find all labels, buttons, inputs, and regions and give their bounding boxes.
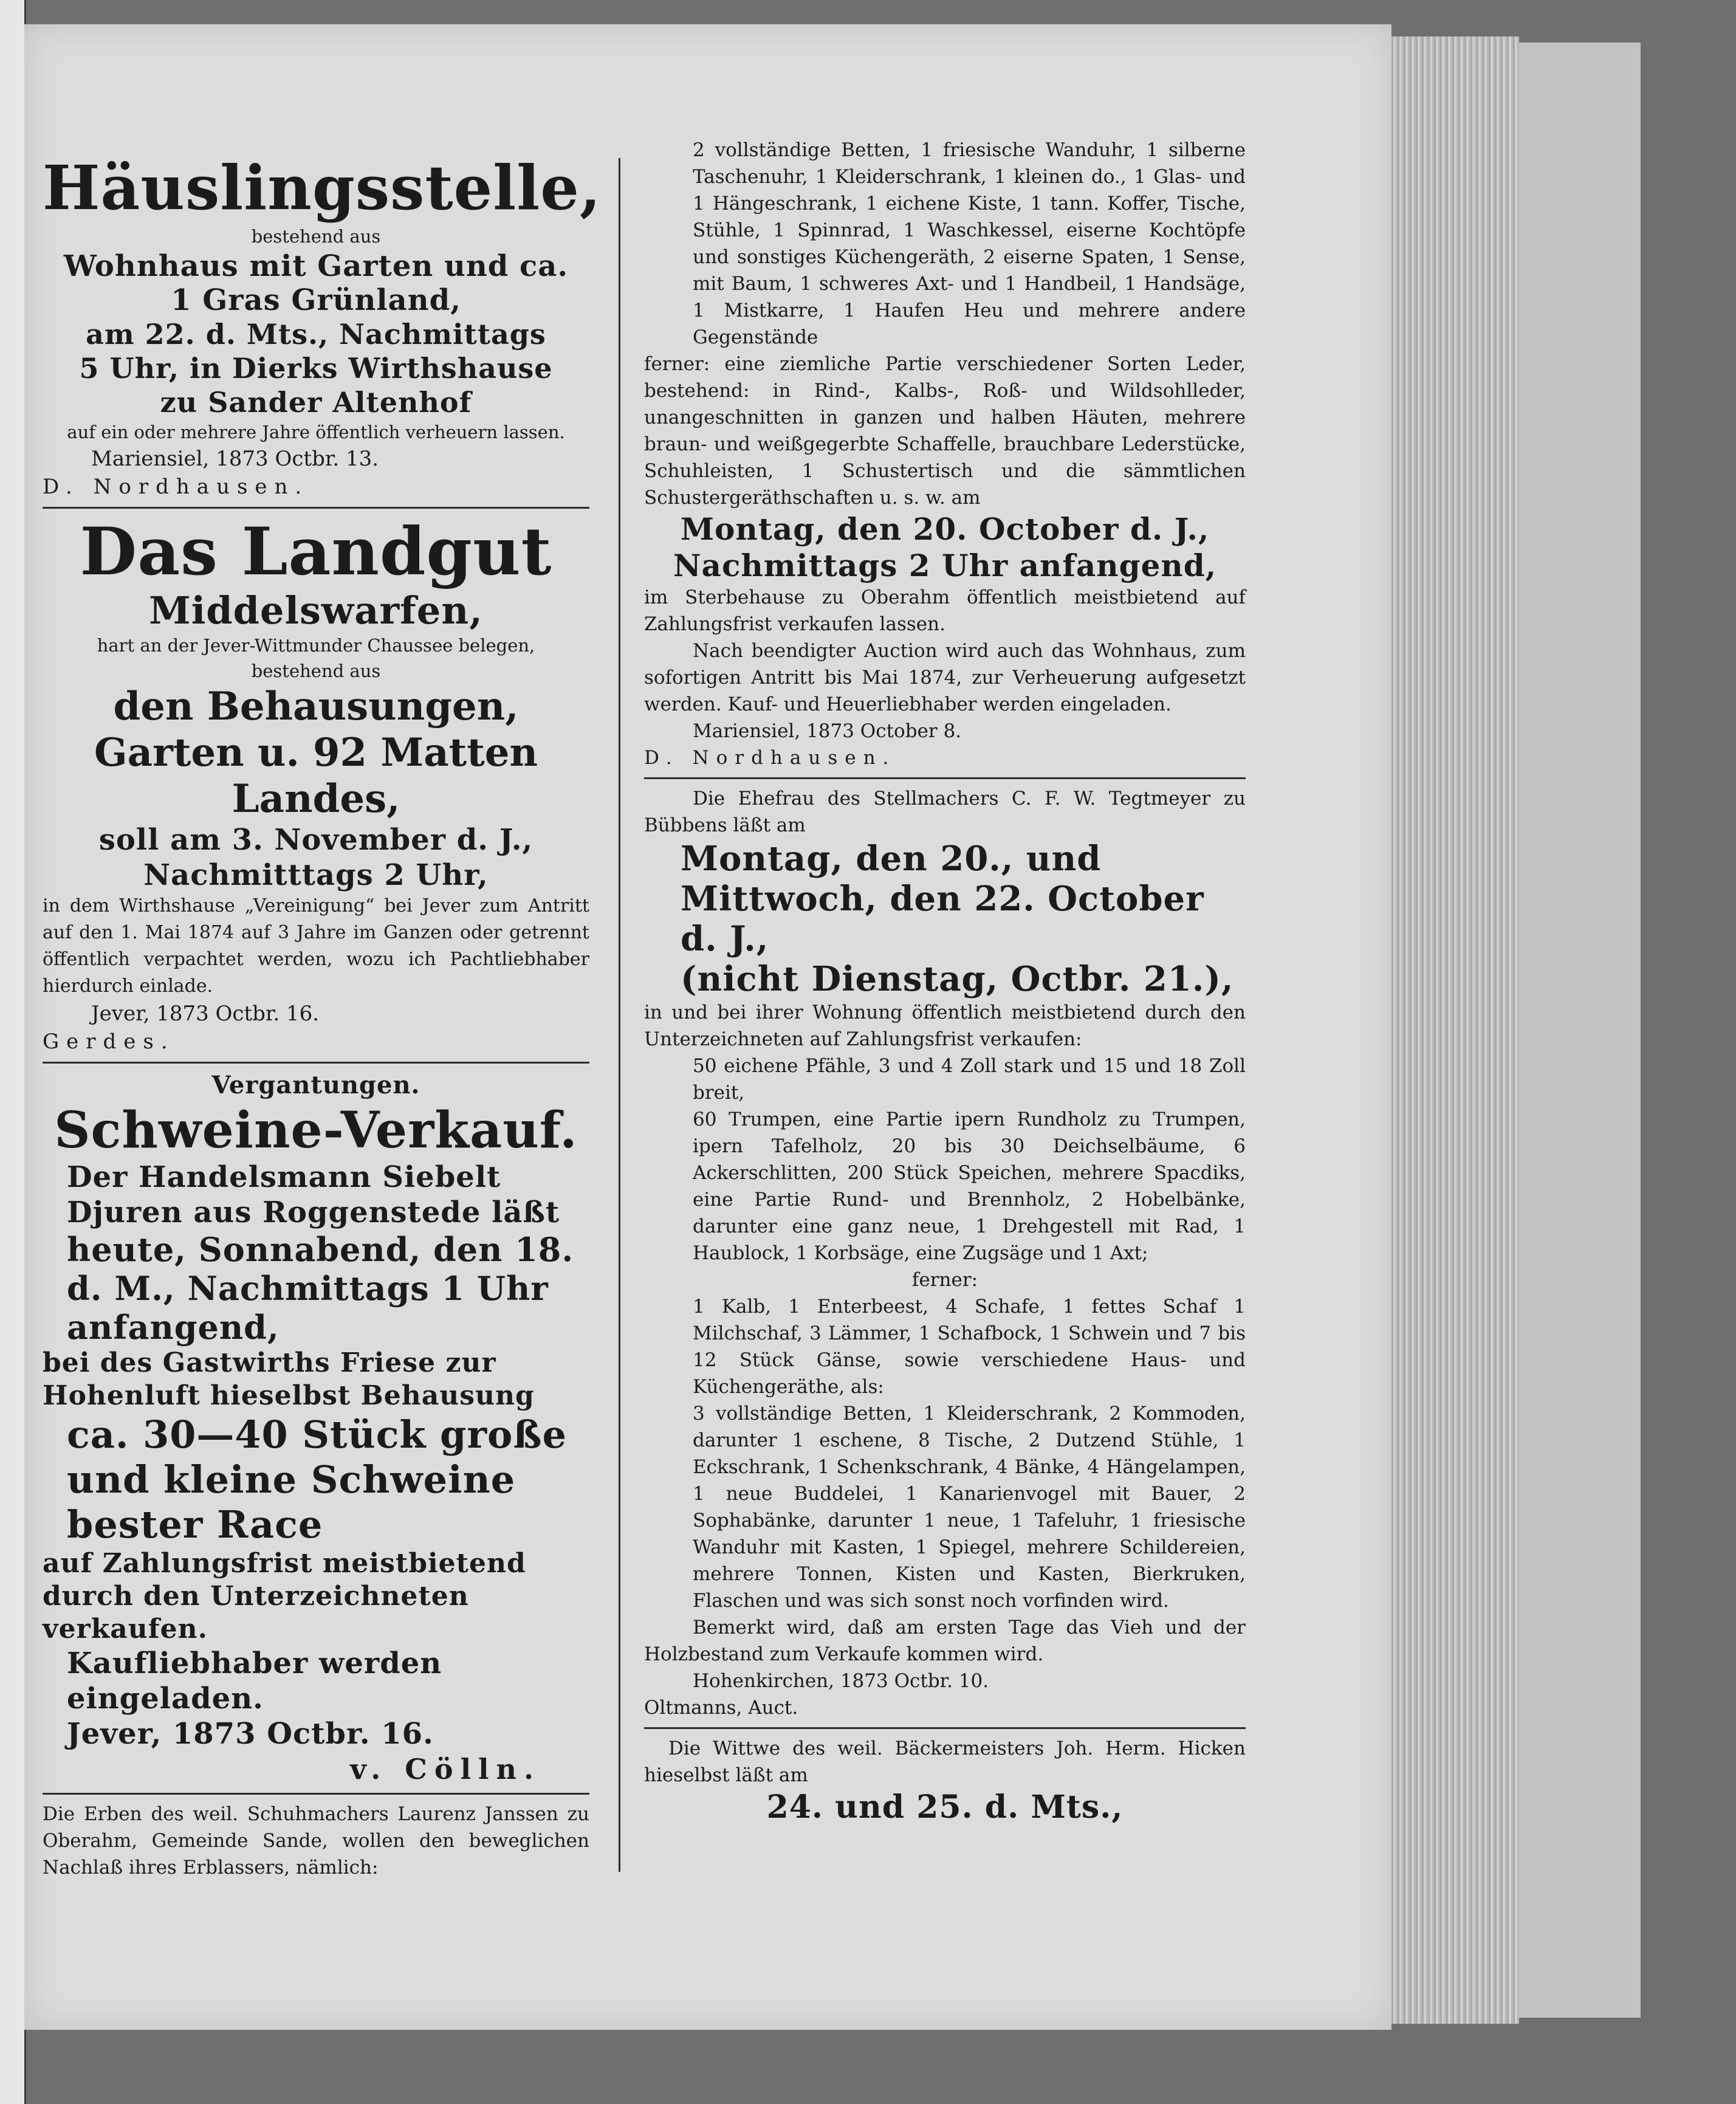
ad-text: Nachmittags 2 Uhr anfangend, [673,548,1217,583]
ad-text: Montag, den 20. October d. J., [680,511,1210,547]
ad-date: Jever, 1873 Octbr. 16. [67,1717,434,1751]
ad-hicken [644,1735,1246,1826]
ad-text: auf Zahlungsfrist meistbietend durch den Unterzeichneten verkaufen. [43,1548,526,1645]
ad-signature: v. Cölln. [350,1753,541,1786]
ad-nachlass-continued [644,137,1246,771]
ad-text: ferner: eine ziemliche Partie verschiedener Sorten Leder, bestehend: in Rind-, Kalbs-, Roß- und Wildsohlleder, unangeschnitten in ganzen und halben Häuten, mehrere braun- und weißgegerbte Schaffelle, brauchbare Lederstücke, Schuhleisten, 1 Schustertisch und die sämmtlichen Schustergeräthschaften u. s. w. am [644,353,1246,509]
ad-text: bestehend aus [251,661,381,681]
ad-text: ca. 30—40 Stück große und kleine Schweine bester Race [67,1412,567,1547]
ad-text: Der Handelsmann Siebelt Djuren aus Roggenstede läßt [67,1160,560,1229]
ad-text: 60 Trumpen, eine Partie ipern Rundholz zu Trumpen, ipern Tafelholz, 20 bis 30 Deichselbäume, 6 Ackerschlitten, 200 Stück Speichen, mehrere Spacdiks, eine Partie Rund- und Brennholz, 2 Hobelbänke, darunter eine ganz neue, 1 Drehgestell mit Rad, 1 Haublock, 1 Korbsäge, eine Zugsäge und 1 Axt; [693,1109,1246,1264]
separator [43,1793,589,1795]
ad-text: (nicht Dienstag, Octbr. 21.), [681,959,1234,999]
ad-text: 50 eichene Pfähle, 3 und 4 Zoll stark und 15 und 18 Zoll breit, [693,1055,1246,1104]
ad-schweine-verkauf [43,1070,589,1787]
ad-haeuslingsstelle [43,152,602,501]
ad-text: Die Ehefrau des Stellmachers C. F. W. Tegtmeyer zu Bübbens läßt am [644,788,1246,836]
ad-text: Die Wittwe des weil. Bäckermeisters Joh. Herm. Hicken hieselbst läßt am [644,1738,1246,1786]
ad-text: Nachmitttags 2 Uhr, [143,858,489,892]
ad-text: Montag, den 20., und Mittwoch, den 22. October d. J., [681,839,1204,959]
ad-text: hart an der Jever-Wittmunder Chaussee belegen, [97,635,535,656]
ad-text: Landes, [232,776,400,822]
ad-title: Häuslingsstelle, [43,152,602,224]
ad-text: Middelswarfen, [149,588,483,633]
separator [43,1062,589,1064]
ad-text: 24. und 25. d. Mts., [766,1789,1124,1826]
ad-text: 2 vollständige Betten, 1 friesische Wanduhr, 1 silberne Taschenuhr, 1 Kleiderschrank, 1 kleinen do., 1 Glas- und 1 Hängeschrank, 1 eichene Kiste, 1 tann. Koffer, Tische, Stühle, 1 Spinnrad, 1 Waschkessel, eiserne Kochtöpfe und sonstiges Küchengeräth, 2 eiserne Spaten, 1 Sense, mit Baum, 1 schweres Axt- und 1 Handbeil, 1 Handsäge, 1 Mistkarre, 1 Haufen Heu und mehrere andere Gegenstände [693,139,1246,348]
ad-date: Jever, 1873 Octbr. 16. [91,1002,320,1026]
book-cover [1519,43,1641,2018]
ad-landgut [43,515,589,1056]
ad-text: soll am 3. November d. J., [98,823,533,857]
ad-text: 1 Gras Grünland, [171,283,461,317]
ad-signature: D. Nordhausen. [43,475,309,499]
ad-text: Kaufliebhaber werden eingeladen. [67,1646,442,1716]
ad-text: in dem Wirthshause „Vereinigung“ bei Jever zum Antritt auf den 1. Mai 1874 auf 3 Jahre im Ganzen oder getrennt öffentlich verpachtet werden, wozu ich Pachtliebhaber hierdurch einlade. [43,895,589,997]
ad-date: Mariensiel, 1873 October 8. [693,720,962,742]
ad-text: den Behausungen, [113,684,519,729]
ad-signature: D. Nordhausen. [644,747,896,769]
ad-signature: Oltmanns, Auct. [644,1697,798,1719]
ad-text: 5 Uhr, in Dierks Wirthshause [79,352,553,385]
ad-text: heute, Sonnabend, den 18. d. M., Nachmittags 1 Uhr anfangend, [67,1230,574,1347]
right-column [644,137,1246,1826]
section-heading: Vergantungen. [211,1071,420,1099]
ad-text: in und bei ihrer Wohnung öffentlich meistbietend durch den Unterzeichneten auf Zahlungsfrist verkaufen: [644,1002,1246,1050]
ad-text: ferner: [911,1269,978,1291]
ad-text: im Sterbehause zu Oberahm öffentlich meistbietend auf Zahlungsfrist verkaufen lassen. [644,586,1246,635]
ad-title: Schweine-Verkauf. [54,1101,578,1160]
ad-text: 1 Kalb, 1 Enterbeest, 4 Schafe, 1 fettes Schaf 1 Milchschaf, 3 Lämmer, 1 Schafbock, 1 Schwein und 7 bis 12 Stück Gänse, sowie verschiedene Haus- und Küchengeräthe, als: [693,1296,1246,1398]
ad-text: am 22. d. Mts., Nachmittags [86,318,546,351]
ad-date: Mariensiel, 1873 Octbr. 13. [91,447,379,471]
ad-text: Wohnhaus mit Garten und ca. [63,249,569,283]
ad-text: bestehend aus [251,226,381,247]
ad-signature: Gerdes. [43,1030,175,1054]
ad-text: 3 vollständige Betten, 1 Kleiderschrank, 2 Kommoden, darunter 1 eschene, 8 Tische, 2 Dutzend Stühle, 1 Eckschrank, 1 Schenkschrank, 4 Bänke, 4 Hängelampen, 1 neue Buddelei, 1 Kanarienvogel mit Bauer, 2 Sophabänke, darunter 1 neue, 1 Tafeluhr, 1 friesische Wanduhr mit Kasten, 1 Spiegel, mehrere Schildereien, mehrere Tonnen, Kisten und Kasten, Bierkruken, Flaschen und was sich sonst noch vorfinden wird. [693,1403,1246,1612]
left-column [43,152,602,1881]
ad-text: Die Erben des weil. Schuhmachers Laurenz Janssen zu Oberahm, Gemeinde Sande, wollen den beweglichen Nachlaß ihres Erblassers, nämlich: [43,1803,589,1879]
ad-text: auf ein oder mehrere Jahre öffentlich verheuern lassen. [67,422,565,442]
separator [644,1727,1246,1729]
separator [644,777,1246,779]
column-divider [619,158,620,1872]
separator [43,507,589,509]
facing-page-edge [0,0,26,2104]
ad-text: Bemerkt wird, daß am ersten Tage das Vieh und der Holzbestand zum Verkaufe kommen wird. [644,1617,1246,1665]
ad-text: bei des Gastwirths Friese zur Hohenluft hieselbst Behausung [43,1347,535,1411]
ad-text: Garten u. 92 Matten [94,730,538,775]
ad-text: Nach beendigter Auction wird auch das Wohnhaus, zum sofortigen Antritt bis Mai 1874, zur Verheuerung aufgesetzt werden. Kauf- und Heuerliebhaber werden eingeladen. [644,640,1246,715]
ad-date: Hohenkirchen, 1873 Octbr. 10. [693,1670,989,1692]
ad-title: Das Landgut [80,514,552,590]
ad-text: zu Sander Altenhof [160,386,472,419]
book-page-edges [1391,36,1519,2024]
ad-tegtmeyer [644,785,1246,1721]
